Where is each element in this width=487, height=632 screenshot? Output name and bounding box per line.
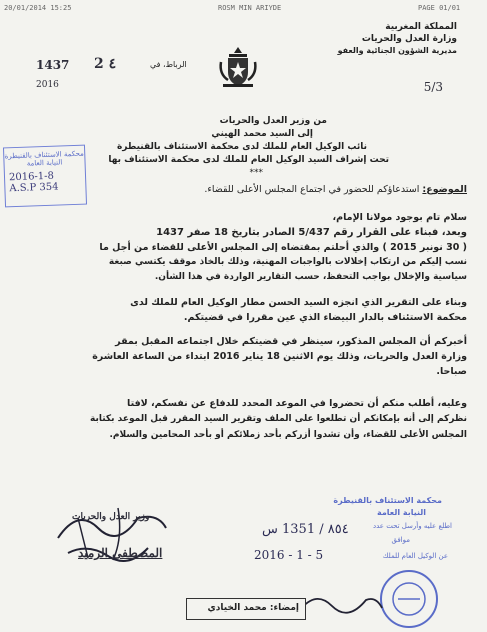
recipient-name: إلى السيد محمد الهيني — [211, 129, 313, 139]
body-p3-line2: وزارة العدل والحريات، وذلك يوم الاثنين 18 يناير 2016 ابتداء من الساعة العاشرة — [92, 351, 467, 362]
body-p2-line1: وبناء على التقرير الذي انجزه السيد الحسن مطار الوكيل العام للملك لدى — [130, 297, 467, 308]
stars-divider: *** — [249, 168, 263, 178]
kingdom-title: المملكة المغربية — [385, 22, 457, 32]
ref-number: 1437 — [36, 58, 70, 72]
body-p1-line2: ( 30 نونبر 2015 ) والذي أحلتم بمقتضاه إلى المجلس الأعلى للقضاء من أجل ما — [99, 242, 467, 253]
fax-header — [0, 2, 487, 14]
greeting: سلام تام بوجود مولانا الإمام، — [332, 212, 467, 223]
receipt-label: إمضاء: — [269, 603, 299, 613]
fax-code: ROSM MIN ARIYDE — [218, 4, 282, 12]
body-p1-line4: سياسية والإخلال بواجب التحفظ، حسب التقارير الواردة في هذا الشأن. — [154, 272, 467, 282]
recipient-title: نائب الوكيل العام للملك لدى محكمة الاستئناف بالقنيطرة — [116, 142, 367, 152]
court-stamp-date-label: موافق — [391, 536, 410, 544]
court-stamp-office: النيابة العامة — [377, 508, 426, 517]
body-p1-line3: نسب إليكم من ارتكاب إخلالات بالواجبات المهنية، وذلك بالخاذ موقف يكتسي صبغة — [108, 257, 467, 267]
stamp-date-handwritten: 2016-1-8 — [8, 170, 55, 184]
document-page: 20/01/2014 15:25 ROSM MIN ARIYDE PAGE 01/01 المملكة المغربية وزارة العدل والحريات مديرية الشؤون الجنائية والعفو 5/3 1437 2 ٤ الرباط، في 2016 من وزير العدل والحريات إلى السيد محمد الهيني نائب الوكيل العام للملك لدى محكمة الاستئناف بالقنيطرة تحت إشراف السيد الوكيل العام للملك لدى محكمة الاستئناف بها *** محكمة الاستئناف بالقنيطرة النيابة العامة 2016-1-8 A.S.P 354 الموضوع: استدعاؤكم للحضور في اجتماع المجلس الأعلى للقضاء. سلام تام بوجود مولانا الإمام، وبعد، فبناء على القرار رقم 5/437 الصادر بتاريخ 18 صفر 1437 ( 30 نونبر 2015 ) والذي أحلتم بمقتضاه إلى المجلس الأعلى للقضاء من أجل ما نسب إليكم من ارتكاب إخلالات بالواجبات المهنية، وذلك بالخاذ موقف يكتسي صبغة سياسية والإخلال بواجب التحفظ، حسب التقارير الواردة في هذا الشأن. وبناء على التقرير الذي انجزه السيد الحسن مطار الوكيل العام للملك لدى محكمة الاستئناف بالدار البيضاء الذي عين مقررا في قضيتكم. أخبركم أن المجلس المذكور، سينظر في قضيتكم خلال اجتماعه المقبل بمقر وزارة العدل والحريات، وذلك يوم الاثنين 18 يناير 2016 ابتداء من الساعة العاشرة صباحا. وعليه، أطلب منكم أن تحضروا في الموعد المحدد للدفاع عن نفسكم، لافتا نظركم إلى أنه بإمكانكم أن تطلعوا على الملف وتقرير السيد المقرر قبل الموعد بكتابة المجلس الأعلى للقضاء، وأن تشدوا أزركم بأحد زملائكم أو بأحد المحامين والسلام. وزير العدل والحريات المصطفى الرميد محكمة الاستئناف بالقنيطرة النيابة العامة اطلع عليه وأرسل تحت عدد موافق عن الوكيل العام للملك ٨٥٤ / 1351 س 2016 - 1 - 5 إمضاء: محمد الخيادي — [0, 0, 487, 632]
round-seal-icon — [378, 568, 440, 630]
signature-name: المصطفى الرميد — [78, 546, 163, 560]
coat-of-arms-icon — [215, 44, 261, 90]
ref-right: 5/3 — [423, 80, 443, 94]
subject-label: الموضوع: — [422, 184, 467, 195]
court-stamp-signatory: عن الوكيل العام للملك — [382, 552, 448, 560]
receipt-box — [186, 598, 306, 620]
directorate-name: مديرية الشؤون الجنائية والعفو — [337, 46, 457, 55]
body-p4-line2: نظركم إلى أنه بإمكانكم أن تطلعوا على الملف وتقرير السيد المقرر قبل الموعد بكتابة — [90, 414, 467, 424]
fax-page: PAGE 01/01 — [418, 4, 461, 12]
stamp-office: النيابة العامة — [26, 158, 63, 168]
receipt-signature-icon — [296, 586, 386, 620]
fax-timestamp: 20/01/2014 15:25 — [4, 4, 72, 12]
subject-text: استدعاؤكم للحضور في اجتماع المجلس الأعلى للقضاء. — [204, 184, 420, 195]
body-p3-line1: أخبركم أن المجلس المذكور، سينظر في قضيتكم خلال اجتماعه المقبل بمقر — [115, 336, 467, 347]
body-p3-line3: صباحا. — [436, 366, 467, 377]
body-p2-line2: محكمة الاستئناف بالدار البيضاء الذي عين مقررا في قضيتكم. — [183, 312, 467, 323]
body-p4-line1: وعليه، أطلب منكم أن تحضروا في الموعد المحدد للدفاع عن نفسكم، لافتا — [127, 398, 467, 409]
court-stamp-number-handwritten: ٨٥٤ / 1351 س — [262, 522, 349, 537]
signature-role: وزير العدل والحريات — [72, 512, 150, 522]
recipient-via: تحت إشراف السيد الوكيل العام للملك لدى محكمة الاستئناف بها — [108, 155, 389, 165]
subject-line — [204, 184, 467, 195]
body-p4-line3: المجلس الأعلى للقضاء، وأن تشدوا أزركم بأحد زملائكم أو بأحد المحامين والسلام. — [109, 430, 467, 440]
ministry-name: وزارة العدل والحريات — [361, 34, 457, 44]
court-stamp-date-handwritten: 2016 - 1 - 5 — [254, 548, 324, 562]
received-stamp — [3, 145, 87, 208]
sender: من وزير العدل والحريات — [219, 116, 327, 126]
body-p1-line1: وبعد، فبناء على القرار رقم 5/437 الصادر بتاريخ 18 صفر 1437 — [156, 227, 467, 238]
receipt-name: محمد الخيادي — [207, 603, 267, 613]
court-stamp-court: محكمة الاستئناف بالقنيطرة — [333, 496, 442, 505]
ref-date: 2016 — [36, 80, 59, 90]
place-label: الرباط، في — [150, 60, 187, 69]
stamp-number-handwritten: A.S.P 354 — [9, 181, 59, 195]
stamp-court: محكمة الاستئناف بالقنيطرة — [4, 149, 84, 161]
court-stamp-forward: اطلع عليه وأرسل تحت عدد — [373, 522, 452, 530]
